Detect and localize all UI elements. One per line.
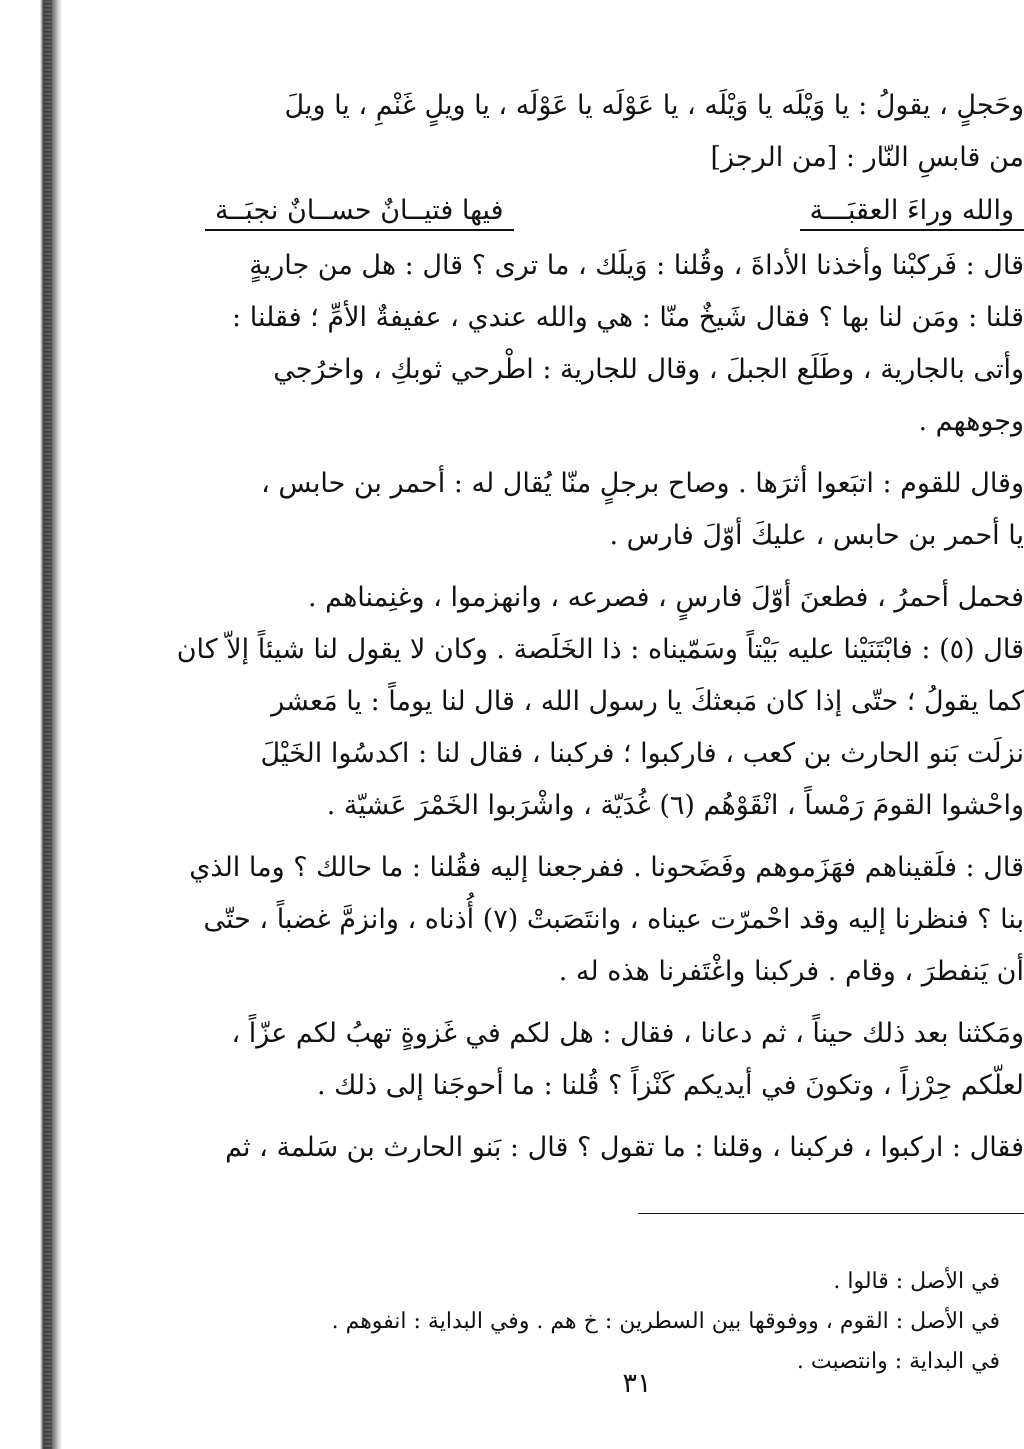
text-line: واحْشوا القومَ رَمْساً ، انْقَوْهُم (٦) غُدَيّة ، واشْرَبوا الخَمْرَ عَشيّة .	[326, 790, 1024, 821]
text-line: فحمل أحمرُ ، فطعنَ أوّلَ فارسٍ ، فصرعه ، وانهزموا ، وغنِمناهم .	[307, 582, 1024, 613]
text-line: قال (٥) : فابْتَنَيْنا عليه بَيْتاً وسَمّيناه : ذا الخَلَصة . وكان لا يقول لنا شيئاً إلاّ كان	[176, 634, 1024, 665]
text-line: من قابسِ النّار : [من الرجز]	[710, 142, 1024, 173]
hemistich-left: فيها فتيــانٌ حســانٌ نجبَــة	[205, 193, 514, 231]
footnotes	[331, 1262, 1000, 1382]
text-line: نزلَت بَنو الحارث بن كعب ، فاركبوا ؛ فركبنا ، فقال لنا : اكدسُوا الخَيْلَ	[260, 738, 1024, 769]
text-line: أن يَنفطرَ ، وقام . فركبنا واغْتَفرنا هذه له .	[558, 956, 1024, 987]
text-line: وقال للقوم : اتبَعوا أثرَها . وصاح برجلٍ منّا يُقال له : أحمر بن حابس ،	[261, 468, 1024, 499]
poem-verse	[205, 184, 1024, 240]
text-line: فقال : اركبوا ، فركبنا ، وقلنا : ما تقول ؟ قال : بَنو الحارث بن سَلمة ، ثم	[225, 1132, 1024, 1163]
book-spine-edge	[0, 0, 62, 1449]
text-line: بنا ؟ فنظرنا إليه وقد احْمرّت عيناه ، وانتَصَبتْ (٧) أُذناه ، وانزمَّ غضباً ، حتّى	[203, 904, 1024, 935]
footnote-divider	[638, 1213, 1024, 1214]
text-line: قال : فَركبْنا وأخذنا الأداةَ ، وقُلنا : وَيلَك ، ما ترى ؟ قال : هل من جاريةٍ	[249, 250, 1024, 281]
text-line: وأتى بالجارية ، وطَلَع الجبلَ ، وقال للجارية : اطْرحي ثوبكِ ، واخرُجي	[273, 354, 1024, 385]
text-line: وحَجلٍ ، يقولُ : يا وَيْلَه يا وَيْلَه ، يا عَوْلَه يا عَوْلَه ، يا ويلٍ غَنْمِ ، يا ويلَ	[284, 90, 1024, 121]
footnote: في الأصل : القوم ، ووفوقها بين السطرين : خ هم . وفي البداية : انفوهم .	[331, 1309, 1000, 1334]
footnote: في البداية : وانتصبت .	[796, 1349, 1000, 1374]
footnote: في الأصل : قالوا .	[833, 1269, 1000, 1294]
text-line: يا أحمر بن حابس ، عليكَ أوّلَ فارس .	[609, 520, 1024, 551]
hemistich-right: والله وراءَ العقبَـــة	[800, 193, 1024, 231]
text-line: ومَكثنا بعد ذلك حيناً ، ثم دعانا ، فقال : هل لكم في غَزوةٍ تهبُ لكم عزّاً ،	[231, 1018, 1024, 1049]
text-line: قال : فلَقيناهم فهَزَموهم وفَضَحونا . ففرجعنا إليه فقُلنا : ما حالك ؟ وما الذي	[189, 852, 1024, 883]
text-line: لعلّكم حِرْزاً ، وتكونَ في أيديكم كَنْزاً ؟ قُلنا : ما أحوجَنا إلى ذلك .	[316, 1070, 1024, 1101]
page-number: ٣١	[622, 1368, 652, 1399]
text-line: كما يقولُ ؛ حتّى إذا كان مَبعثكَ يا رسول الله ، قال لنا يوماً : يا مَعشر	[271, 686, 1024, 717]
text-line: قلنا : ومَن لنا بها ؟ فقال شَيخٌ منّا : هي والله عندي ، عفيفةٌ الأمِّ ؛ فقلنا :	[232, 302, 1024, 333]
main-text	[176, 80, 1024, 1174]
text-line: وجوههم .	[918, 406, 1024, 437]
